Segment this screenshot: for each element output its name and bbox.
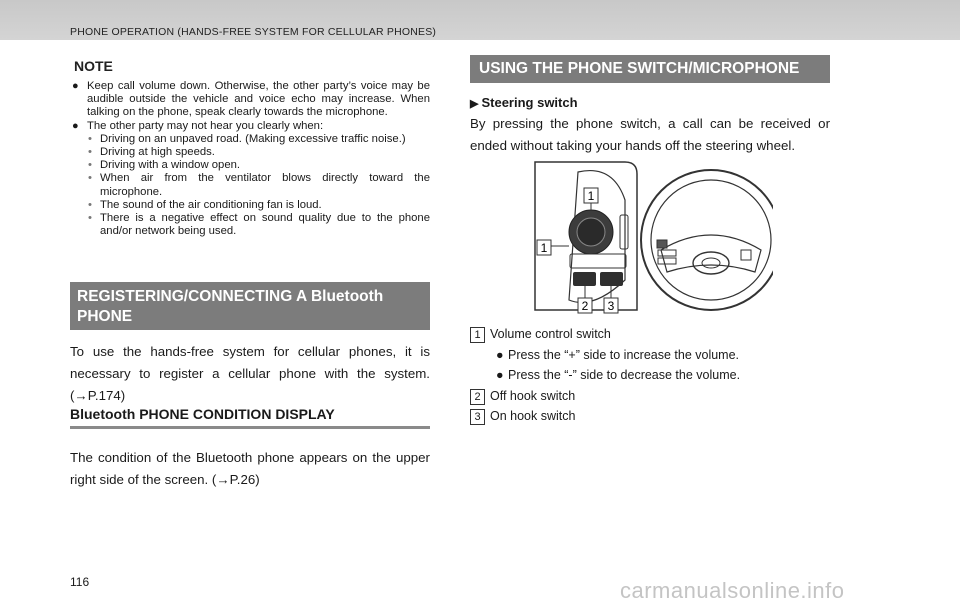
bullet-icon: ●	[496, 368, 504, 382]
note-subitem-text: Driving at high speeds.	[100, 146, 215, 159]
steering-switch-heading-text: Steering switch	[481, 95, 578, 110]
legend-number: 3	[470, 409, 485, 425]
callout-1-top	[584, 188, 598, 203]
callout-number: 3	[607, 299, 615, 313]
callout-3	[604, 298, 618, 313]
note-subitem	[70, 133, 430, 146]
note-subitem-text: Driving on an unpaved road. (Making excessive traffic noise.)	[100, 132, 406, 145]
note-title: NOTE	[74, 58, 113, 74]
legend-subitem	[470, 365, 830, 386]
note-subitem	[70, 146, 430, 159]
watermark: carmanualsonline.info	[620, 578, 845, 603]
note-subitem	[70, 199, 430, 212]
legend-label: On hook switch	[490, 409, 576, 423]
switch-closeup-panel	[535, 162, 637, 310]
legend-label: Volume control switch	[490, 327, 611, 341]
dot-icon: •	[88, 132, 92, 145]
callout-number: 2	[581, 299, 589, 313]
note-item	[70, 80, 430, 120]
bullet-icon: ●	[496, 347, 504, 362]
section-title-condition: Bluetooth PHONE CONDITION DISPLAY	[70, 406, 335, 422]
registering-paragraph: To use the hands-free system for cellular phones, it is necessary to register a cellular phone with the system. (→P.174)	[70, 344, 430, 403]
steering-switch-heading	[470, 95, 578, 110]
bullet-icon: ●	[72, 80, 79, 92]
section-title-registering: REGISTERING/CONNECTING A Bluetooth PHONE	[70, 282, 430, 330]
dot-icon: •	[88, 212, 92, 225]
triangle-icon: ▶	[470, 98, 479, 110]
dot-icon: •	[88, 159, 92, 172]
section-title-using: USING THE PHONE SWITCH/MICROPHONE	[470, 55, 830, 83]
steering-wheel-diagram	[533, 160, 773, 320]
dot-icon: •	[88, 172, 92, 185]
condition-paragraph: The condition of the Bluetooth phone appears on the upper right side of the screen. (→P.26)	[70, 450, 430, 487]
legend-subitem	[470, 345, 830, 366]
legend-subitem-text: Press the “-” side to decrease the volume.	[508, 368, 741, 382]
legend-subitem-text: Press the “+” side to increase the volume.	[508, 347, 740, 362]
using-paragraph: By pressing the phone switch, a call can be received or ended without taking your hands off the steering wheel.	[470, 116, 830, 153]
switch-legend	[470, 324, 830, 427]
note-subitem	[70, 159, 430, 172]
note-subitem-text: There is a negative effect on sound quality due to the phone and/or network being used.	[100, 212, 430, 238]
steering-wheel-icon	[641, 170, 773, 310]
bullet-icon: ●	[72, 119, 79, 132]
callout-number: 1	[540, 241, 548, 255]
dot-icon: •	[88, 198, 92, 211]
legend-item	[470, 406, 830, 427]
dot-icon: •	[88, 146, 92, 159]
running-header: PHONE OPERATION (HANDS-FREE SYSTEM FOR CELLULAR PHONES)	[70, 26, 437, 38]
callout-1-left	[537, 240, 551, 255]
note-item-text: Keep call volume down. Otherwise, the other party’s voice may be audible outside the vehicle and voice echo may increase. When talking on the phone, speak clearly towards the microphone.	[87, 80, 430, 119]
note-item	[70, 120, 430, 133]
callout-2	[578, 298, 592, 313]
heading-rule	[70, 426, 430, 429]
page-number: 116	[70, 575, 90, 589]
note-subitem	[70, 172, 430, 198]
legend-item	[470, 324, 830, 345]
note-item-text: The other party may not hear you clearly when:	[87, 119, 324, 132]
note-list	[70, 80, 430, 238]
legend-number: 1	[470, 327, 485, 343]
note-subitem-text: When air from the ventilator blows directly toward the microphone.	[100, 172, 430, 198]
note-block	[70, 52, 430, 238]
note-subitem-text: Driving with a window open.	[100, 159, 241, 172]
note-subitem	[70, 212, 430, 238]
legend-label: Off hook switch	[490, 388, 576, 403]
legend-item	[470, 386, 830, 407]
callout-number: 1	[587, 189, 595, 203]
legend-number: 2	[470, 389, 485, 405]
note-subitem-text: The sound of the air conditioning fan is loud.	[100, 198, 322, 211]
